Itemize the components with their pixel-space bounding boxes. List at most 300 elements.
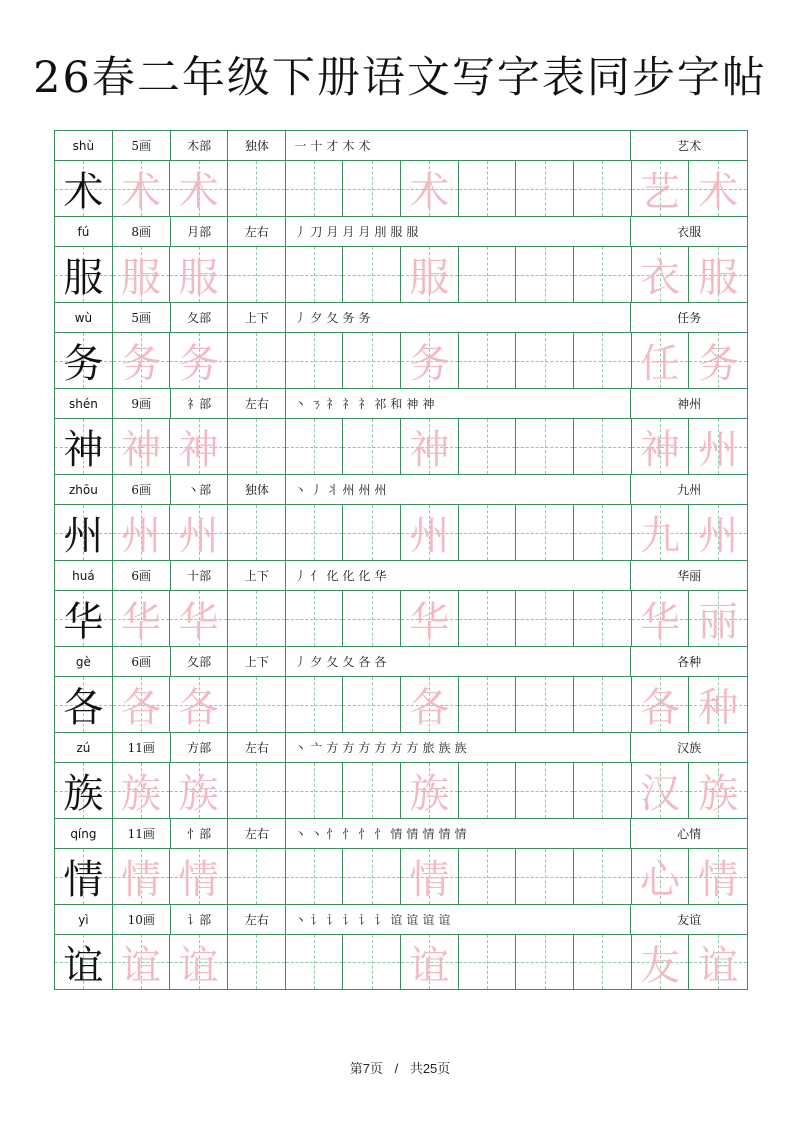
model-character: 神 (63, 427, 104, 473)
model-character: 情 (63, 857, 104, 903)
trace-character: 族 (698, 771, 739, 817)
practice-cell (343, 161, 401, 216)
practice-cell (343, 935, 401, 989)
practice-cell (170, 677, 228, 732)
practice-cell (343, 419, 401, 474)
stroke-order (286, 647, 631, 676)
pinyin: shù (55, 131, 113, 160)
practice-cell (170, 419, 228, 474)
practice-cell (632, 247, 690, 302)
stroke-step: 情 (406, 827, 423, 841)
practice-cell (574, 505, 632, 560)
practice-cell (228, 849, 286, 904)
trace-character: 华 (121, 599, 161, 645)
page-separator: / (394, 1061, 399, 1076)
trace-character: 服 (698, 255, 739, 301)
stroke-step: 丿 (294, 311, 311, 325)
stroke-step: 丶 (294, 913, 311, 927)
stroke-step: 亠 (310, 741, 327, 755)
example-word: 任务 (677, 311, 702, 325)
practice-cell (632, 161, 690, 216)
practice-cell (574, 849, 632, 904)
trace-character: 艺 (640, 169, 681, 215)
character-entry (54, 560, 748, 646)
stroke-step: 方 (326, 741, 343, 755)
practice-cell (113, 419, 171, 474)
trace-character: 华 (409, 599, 450, 645)
practice-cell (459, 849, 517, 904)
practice-cell (228, 161, 286, 216)
pinyin: zhōu (55, 475, 113, 504)
stroke-step: 州 (358, 483, 375, 497)
practice-cell (55, 505, 113, 560)
practice-cell (228, 505, 286, 560)
practice-cell (228, 935, 286, 989)
stroke-step: 旅 (422, 741, 439, 755)
structure: 上下 (228, 561, 286, 590)
practice-cell (516, 247, 574, 302)
practice-cell (574, 333, 632, 388)
model-character: 族 (63, 771, 104, 817)
stroke-count: 11画 (113, 819, 171, 848)
stroke-step: 谊 (422, 913, 439, 927)
trace-character: 各 (121, 685, 161, 731)
pinyin: wù (55, 303, 113, 332)
trace-character: 神 (178, 427, 219, 473)
stroke-step: 丿 (294, 655, 311, 669)
practice-cell (574, 247, 632, 302)
practice-grid (54, 676, 748, 732)
trace-character: 华 (640, 599, 681, 645)
practice-cell (401, 677, 459, 732)
stroke-count: 9画 (113, 389, 171, 418)
character-entry (54, 130, 748, 216)
trace-character: 谊 (698, 942, 739, 989)
stroke-step: 丶 (294, 827, 311, 841)
practice-grid (54, 246, 748, 302)
stroke-step: 夂 (342, 655, 359, 669)
practice-grid (54, 160, 748, 216)
trace-character: 族 (178, 771, 219, 817)
stroke-step: 方 (390, 741, 407, 755)
stroke-order (286, 819, 631, 848)
trace-character: 服 (178, 255, 219, 301)
trace-character: 各 (178, 685, 219, 731)
practice-cell (286, 849, 344, 904)
model-character: 华 (63, 599, 104, 645)
practice-cell (113, 677, 171, 732)
practice-cell (401, 419, 459, 474)
radical: 月部 (171, 217, 229, 246)
structure: 独体 (228, 131, 286, 160)
stroke-step: 服 (406, 225, 423, 239)
stroke-step: 讠 (358, 913, 375, 927)
structure: 上下 (228, 303, 286, 332)
example-word: 友谊 (677, 913, 702, 927)
stroke-order (286, 389, 631, 418)
stroke-count: 6画 (113, 561, 171, 590)
stroke-step: 情 (454, 827, 471, 841)
practice-cell (632, 849, 690, 904)
radical: 木部 (171, 131, 229, 160)
practice-grid (54, 418, 748, 474)
structure: 上下 (228, 647, 286, 676)
stroke-step: 方 (358, 741, 375, 755)
stroke-step: 忄 (326, 827, 343, 841)
practice-cell (516, 763, 574, 818)
pinyin: qíng (55, 819, 113, 848)
info-row (54, 560, 748, 590)
stroke-step: 才 (326, 139, 343, 153)
stroke-step: 讠 (374, 913, 391, 927)
stroke-step: 族 (454, 741, 471, 755)
stroke-step: 月 (358, 225, 375, 239)
trace-character: 神 (121, 427, 161, 473)
trace-character: 州 (178, 513, 219, 559)
info-row (54, 474, 748, 504)
stroke-order (286, 303, 631, 332)
practice-cell (516, 935, 574, 989)
stroke-step: 月 (342, 225, 359, 239)
stroke-step: 刖 (374, 225, 391, 239)
practice-cell (55, 763, 113, 818)
character-entry (54, 388, 748, 474)
character-entry (54, 904, 748, 990)
practice-cell (689, 247, 747, 302)
trace-character: 州 (698, 427, 739, 473)
practice-cell (459, 763, 517, 818)
page-number: 第7页 (349, 1061, 383, 1076)
stroke-step: 讠 (310, 913, 327, 927)
stroke-step: 讠 (326, 913, 343, 927)
practice-cell (113, 505, 171, 560)
stroke-step: 和 (390, 397, 407, 411)
practice-cell (401, 161, 459, 216)
practice-cell (689, 505, 747, 560)
stroke-step: 亻 (310, 569, 327, 583)
example-word: 华丽 (677, 569, 702, 583)
practice-cell (401, 849, 459, 904)
model-character: 各 (63, 685, 104, 731)
trace-character: 务 (698, 341, 739, 387)
practice-cell (516, 849, 574, 904)
radical: 忄部 (171, 819, 229, 848)
trace-character: 务 (121, 341, 161, 387)
pinyin: zú (55, 733, 113, 762)
practice-cell (459, 247, 517, 302)
character-entry (54, 302, 748, 388)
pinyin: yì (55, 905, 113, 934)
info-row (54, 388, 748, 418)
practice-cell (632, 419, 690, 474)
practice-cell (401, 505, 459, 560)
stroke-step: 木 (342, 139, 359, 153)
stroke-step: 州 (374, 483, 391, 497)
practice-cell (343, 763, 401, 818)
structure: 左右 (228, 217, 286, 246)
page-title: 26春二年级下册语文写字表同步字帖 (33, 53, 767, 103)
stroke-step: 方 (406, 741, 423, 755)
radical: 夂部 (171, 303, 229, 332)
practice-cell (113, 763, 171, 818)
practice-cell (459, 161, 517, 216)
stroke-count: 6画 (113, 475, 171, 504)
practice-cell (574, 763, 632, 818)
model-character: 州 (63, 513, 104, 559)
practice-cell (459, 677, 517, 732)
stroke-step: 丶 (310, 827, 327, 841)
trace-character: 族 (409, 771, 450, 817)
practice-cell (228, 247, 286, 302)
practice-cell (459, 591, 517, 646)
radical: 礻部 (171, 389, 229, 418)
practice-cell (516, 591, 574, 646)
practice-cell (286, 247, 344, 302)
stroke-step: 礻 (326, 397, 343, 411)
practice-cell (689, 161, 747, 216)
stroke-step: 忄 (358, 827, 375, 841)
practice-cell (228, 333, 286, 388)
trace-character: 谊 (409, 942, 450, 989)
practice-cell (632, 333, 690, 388)
practice-cell (689, 419, 747, 474)
practice-cell (55, 161, 113, 216)
trace-character: 丽 (698, 599, 739, 645)
character-entry (54, 732, 748, 818)
practice-cell (574, 591, 632, 646)
structure: 左右 (228, 733, 286, 762)
pinyin: gè (55, 647, 113, 676)
practice-cell (170, 333, 228, 388)
practice-cell (632, 591, 690, 646)
stroke-order (286, 561, 631, 590)
practice-cell (574, 419, 632, 474)
trace-character: 华 (178, 599, 219, 645)
practice-cell (574, 677, 632, 732)
stroke-step: 方 (342, 741, 359, 755)
stroke-step: 丶 (294, 397, 311, 411)
practice-cell (689, 591, 747, 646)
trace-character: 务 (409, 341, 450, 387)
practice-grid (54, 848, 748, 904)
trace-character: 服 (121, 255, 161, 301)
stroke-step: 夕 (310, 311, 327, 325)
practice-cell (170, 247, 228, 302)
practice-cell (228, 677, 286, 732)
practice-cell (516, 505, 574, 560)
practice-grid (54, 762, 748, 818)
character-entry (54, 818, 748, 904)
trace-character: 神 (409, 427, 450, 473)
model-character: 服 (63, 255, 104, 301)
practice-cell (286, 333, 344, 388)
trace-character: 术 (178, 169, 219, 215)
practice-cell (55, 247, 113, 302)
practice-cell (632, 935, 690, 989)
practice-cell (113, 849, 171, 904)
practice-cell (286, 935, 344, 989)
trace-character: 州 (409, 513, 450, 559)
practice-cell (55, 677, 113, 732)
practice-cell (113, 333, 171, 388)
practice-cell (632, 763, 690, 818)
trace-character: 各 (409, 685, 450, 731)
stroke-step: 务 (342, 311, 359, 325)
practice-cell (170, 935, 228, 989)
practice-cell (228, 591, 286, 646)
practice-cell (689, 677, 747, 732)
practice-grid (54, 332, 748, 388)
stroke-step: 务 (358, 311, 375, 325)
practice-cell (286, 505, 344, 560)
practice-cell (516, 419, 574, 474)
trace-character: 九 (640, 513, 681, 559)
stroke-order (286, 905, 631, 934)
trace-character: 术 (409, 169, 450, 215)
info-row (54, 732, 748, 762)
practice-grid (54, 934, 748, 990)
model-character: 术 (63, 169, 104, 215)
practice-cell (170, 849, 228, 904)
pinyin: huá (55, 561, 113, 590)
practice-cell (55, 419, 113, 474)
pinyin: shén (55, 389, 113, 418)
stroke-step: 礻 (358, 397, 375, 411)
radical: 丶部 (171, 475, 229, 504)
trace-character: 州 (698, 513, 739, 559)
practice-cell (574, 935, 632, 989)
practice-cell (286, 161, 344, 216)
example-word: 汉族 (677, 741, 702, 755)
stroke-step: 情 (422, 827, 439, 841)
stroke-step: 神 (406, 397, 423, 411)
stroke-step: 情 (390, 827, 407, 841)
stroke-step: 各 (358, 655, 375, 669)
stroke-step: 谊 (390, 913, 407, 927)
stroke-step: 谊 (438, 913, 455, 927)
practice-cell (343, 591, 401, 646)
stroke-step: 服 (390, 225, 407, 239)
stroke-step: 忄 (374, 827, 391, 841)
stroke-step: 礻 (342, 397, 359, 411)
practice-grid (54, 590, 748, 646)
practice-cell (228, 419, 286, 474)
stroke-step: 化 (358, 569, 375, 583)
practice-cell (170, 763, 228, 818)
practice-cell (459, 333, 517, 388)
practice-cell (689, 849, 747, 904)
trace-character: 务 (178, 341, 219, 387)
stroke-step: 夂 (326, 311, 343, 325)
practice-cell (632, 677, 690, 732)
trace-character: 情 (698, 857, 739, 903)
practice-cell (55, 849, 113, 904)
stroke-count: 6画 (113, 647, 171, 676)
stroke-step: 夂 (326, 655, 343, 669)
trace-character: 神 (640, 427, 681, 473)
practice-cell (459, 419, 517, 474)
stroke-step: 祁 (374, 397, 391, 411)
page-total: 共25页 (409, 1061, 451, 1076)
practice-cell (286, 677, 344, 732)
stroke-step: 谊 (406, 913, 423, 927)
trace-character: 任 (640, 341, 681, 387)
stroke-step: 情 (438, 827, 455, 841)
practice-cell (55, 935, 113, 989)
practice-cell (286, 419, 344, 474)
trace-character: 汉 (640, 771, 681, 817)
practice-cell (401, 763, 459, 818)
stroke-step: 月 (326, 225, 343, 239)
practice-cell (343, 505, 401, 560)
practice-cell (113, 591, 171, 646)
stroke-step: 讠 (342, 913, 359, 927)
example-word: 衣服 (677, 225, 702, 239)
stroke-step: 丿 (310, 483, 327, 497)
practice-cell (228, 763, 286, 818)
stroke-step: ㄋ (310, 397, 327, 411)
stroke-count: 8画 (113, 217, 171, 246)
trace-character: 服 (409, 255, 450, 301)
info-row (54, 130, 748, 160)
practice-cell (343, 247, 401, 302)
stroke-step: 州 (342, 483, 359, 497)
radical: 十部 (171, 561, 229, 590)
stroke-order (286, 733, 631, 762)
practice-cell (689, 935, 747, 989)
info-row (54, 818, 748, 848)
example-word: 神州 (677, 397, 702, 411)
stroke-count: 5画 (113, 131, 171, 160)
trace-character: 衣 (640, 255, 681, 301)
practice-cell (55, 333, 113, 388)
copybook-sheet (54, 130, 748, 990)
practice-cell (286, 763, 344, 818)
structure: 左右 (228, 819, 286, 848)
example-word: 九州 (677, 483, 702, 497)
practice-grid (54, 504, 748, 560)
trace-character: 谊 (121, 942, 161, 989)
structure: 左右 (228, 389, 286, 418)
stroke-step: 化 (342, 569, 359, 583)
practice-cell (170, 161, 228, 216)
practice-cell (459, 935, 517, 989)
structure: 独体 (228, 475, 286, 504)
stroke-step: 忄 (342, 827, 359, 841)
trace-character: 各 (640, 685, 681, 731)
practice-cell (343, 849, 401, 904)
practice-cell (286, 591, 344, 646)
stroke-step: 夕 (310, 655, 327, 669)
stroke-step: 丶 (294, 483, 311, 497)
practice-cell (516, 677, 574, 732)
example-word: 各种 (677, 655, 702, 669)
stroke-step: 方 (374, 741, 391, 755)
stroke-count: 10画 (113, 905, 171, 934)
practice-cell (459, 505, 517, 560)
trace-character: 术 (698, 169, 739, 215)
stroke-step: 刀 (310, 225, 327, 239)
stroke-step: 十 (310, 139, 327, 153)
stroke-step: 丿 (294, 225, 311, 239)
stroke-order (286, 217, 631, 246)
stroke-order (286, 131, 631, 160)
stroke-step: 各 (374, 655, 391, 669)
info-row (54, 216, 748, 246)
stroke-step: 一 (294, 139, 311, 153)
stroke-step: 神 (422, 397, 439, 411)
model-character: 谊 (63, 942, 104, 989)
